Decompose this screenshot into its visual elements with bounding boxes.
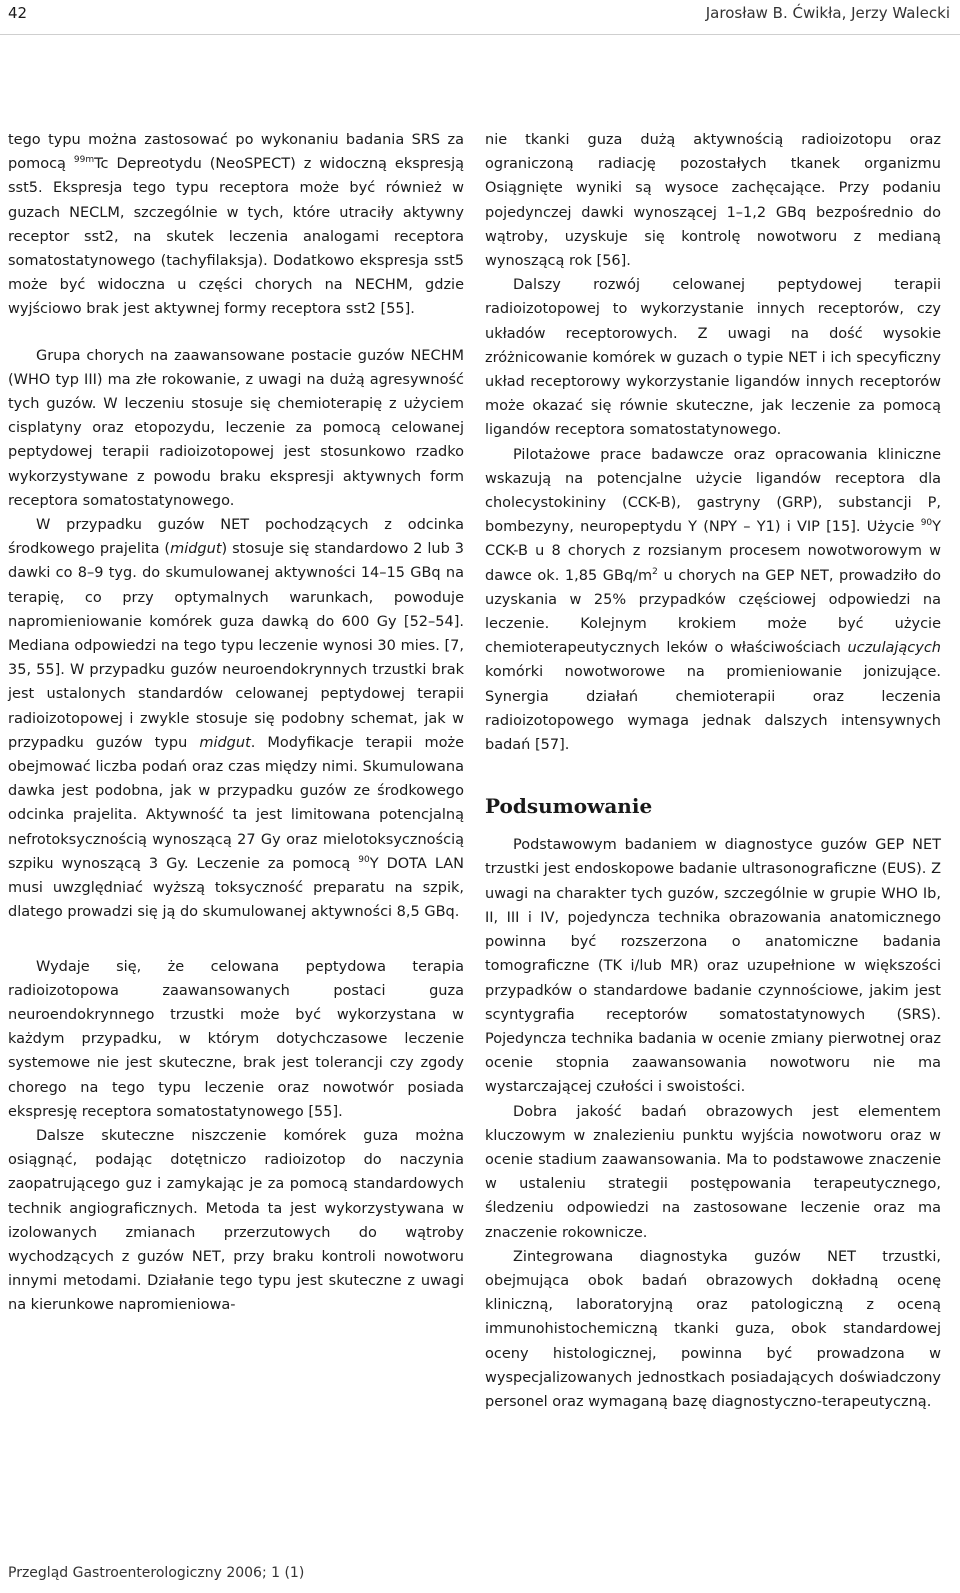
paragraph: W przypadku guzów NET pochodzących z odcinka środkowego prajelita (midgut) stosuje się standardowo 2 lub 3 dawki co 8–9 tyg. do skumulowanej aktywności 14–15 GBq na terapię, co przy optymalnych warunkach, powoduje napromieniowanie komórek guza dawką do 600 Gy [52–54]. Mediana odpowiedzi na tego typu leczenie wynosi 30 mies. [7, 35, 55]. W przypadku guzów neuroendokrynnych trzustki brak jest ustalonych standardów celowanej peptydowej terapii radioizotopowej i zwykle stosuje się podobny schemat, jak w przypadku guzów typu midgut. Modyfikacje terapii może obejmować liczba podań oraz czas między nimi. Skumulowana dawka jest podobna, jak w przypadku guzów ze środkowego odcinka prajelita. Aktywność ta jest limitowana potencjalną nefrotoksycznością wynoszącą 27 Gy oraz mielotoksycznością szpiku wynoszącą 3 Gy. Leczenie za pomocą $^{90}$Y DOTA LAN musi uwzględniać wyższą toksyczność preparatu na szpik, dlatego prowadzi się ją do skumulowanej aktywności 8,5 GBq. — [8, 517, 464, 921]
header-divider — [0, 34, 960, 35]
paragraph: nie tkanki guza dużą aktywnością radioizotopu oraz ograniczoną radiację pozostałych tkanek organizmu Osiągnięte wyniki są wysoce zachęcające. Przy podaniu pojedynczej dawki wynoszącej 1–1,2 GBq bezpośrednio do wątroby, uzyskuje się kontrolę nowotworu z medianą wynoszącą rok [56]. — [485, 132, 941, 270]
paragraph: Pilotażowe prace badawcze oraz opracowania kliniczne wskazują na potencjalne użycie ligandów receptora dla cholecystokininy (CCK-B), gastryny (GRP), substancji P, bombezyny, neuropeptydu Y (NPY – Y1) i VIP [15]. Użycie $^{90}$Y CCK-B u 8 chorych z rozsianym procesem nowotworowym w dawce ok. 1,85 GBq/$m^2$ u chorych na GEP NET, prowadziło do uzyskania w 25% przypadków częściowej odpowiedzi na leczenie. Kolejnym krokiem może być użycie chemioterapeutycznych leków o właściwościach uczulających komórki nowotworowe na promieniowanie jonizujące. Synergia działań chemioterapii oraz leczenia radioizotopowego wymaga jednak dalszych intensywnych badań [57]. — [485, 446, 941, 754]
paragraph: Zintegrowana diagnostyka guzów NET trzustki, obejmująca obok badań obrazowych dokładną ocenę kliniczną, laboratoryjną oraz patologiczną z oceną immunohistochemiczną tkanki guza, obok standardowej oceny histologicznej, powinna być prowadzona w wyspecjalizowanych jednostkach posiadających doświadczony personel oraz wymaganą bazę diagnostyczno-terapeutyczną. — [485, 1248, 941, 1410]
running-head-authors: Jarosław B. Ćwikła, Jerzy Walecki — [705, 4, 950, 22]
paragraph: Podstawowym badaniem w diagnostyce guzów GEP NET trzustki jest endoskopowe badanie ultrasonograficzne (EUS). Z uwagi na charakter tych guzów, szczególnie w grupie WHO Ib, II, III i IV, pojedyncza technika obrazowania anatomicznego powinna być rozszerzona o anatomiczne badania tomograficzne (TK i/lub MR) oraz uzupełnione w większości przypadków o standardowe badanie czynnościowe, jakim jest scyntygrafia receptorów somatostatynowych (SRS). Pojedyncza technika badania w ocenie zmiany pierwotnej oraz ocenie stopnia zaawansowania nowotworu nie ma wystarczającej czułości i swoistości. — [485, 837, 941, 1096]
paragraph: tego typu można zastosować po wykonaniu badania SRS za pomocą $^{99m}$Tc Depreotydu (NeoSPECT) z widoczną ekspresją sst5. Ekspresja tego typu receptora może być również w guzach NECLM, szczególnie w tych, które utraciły aktywny receptor sst2, na skutek leczenia analogami receptora somatostatynowego (tachyfilaksja). Dodatkowo ekspresja sst5 może być widoczna u części chorych na NECHM, gdzie wyjściowo brak jest aktywnej formy receptora sst2 [55]. — [8, 132, 465, 318]
footer-journal: Przegląd Gastroenterologiczny 2006; 1 (1) — [8, 1565, 305, 1581]
paragraph: Dalsze skuteczne niszczenie komórek guza można osiągnąć, podając dotętniczo radioizotop do naczynia zaopatrującego guz i zamykając je za pomocą standardowych technik angiograficznych. Metoda ta jest wykorzystywana w izolowanych zmianach przerzutowych do wątroby wychodzących z guzów NET, przy braku kontroli nowotworu innymi metodami. Działanie tego typu jest skuteczne z uwagi na kierunkowe napromieniowa- — [8, 1127, 464, 1314]
paragraph: Grupa chorych na zaawansowane postacie guzów NECHM (WHO typ III) ma złe rokowanie, z uwagi na dużą agresywność tych guzów. W leczeniu stosuje się chemioterapię z użyciem cisplatyny oraz etopozydu, leczenie za pomocą celowanej peptydowej terapii radioizotopowej jest stosunkowo rzadko wykorzystywane z powodu braku ekspresji aktywnych form receptora somatostatynowego. — [8, 347, 464, 509]
left-column — [8, 128, 464, 1318]
page-number: 42 — [8, 4, 28, 22]
paragraph: Dalszy rozwój celowanej peptydowej terapii radioizotopowej to wykorzystanie innych receptorów, czy układów receptorowych. Z uwagi na dość wysokie zróżnicowanie komórek w guzach o typie NET i ich specyficzny układ receptorowy wykorzystanie ligandów innych receptorów może okazać się równie skuteczne, jak leczenie za pomocą ligandów receptora somatostatynowego. — [485, 277, 941, 439]
paragraph: Wydaje się, że celowana peptydowa terapia radioizotopowa zaawansowanych postaci guza neuroendokrynnego trzustki może być wykorzystana w każdym przypadku, w którym dotychczasowe leczenie systemowe nie jest skuteczne, brak jest tolerancji czy zgody chorego na tego typu leczenie oraz nowotwór posiada ekspresję receptora somatostatynowego [55]. — [8, 958, 464, 1120]
paragraph: Dobra jakość badań obrazowych jest elementem kluczowym w znalezieniu punktu wyjścia nowotworu oraz w ocenie stadium zaawansowania. Ma to podstawowe znaczenie w ustaleniu strategii postępowania terapeutycznego, śledzeniu odpowiedzi na zastosowane leczenie oraz ma znaczenie rokownicze. — [485, 1103, 941, 1241]
right-column — [485, 128, 941, 1414]
section-title: Podsumowanie — [485, 794, 653, 819]
